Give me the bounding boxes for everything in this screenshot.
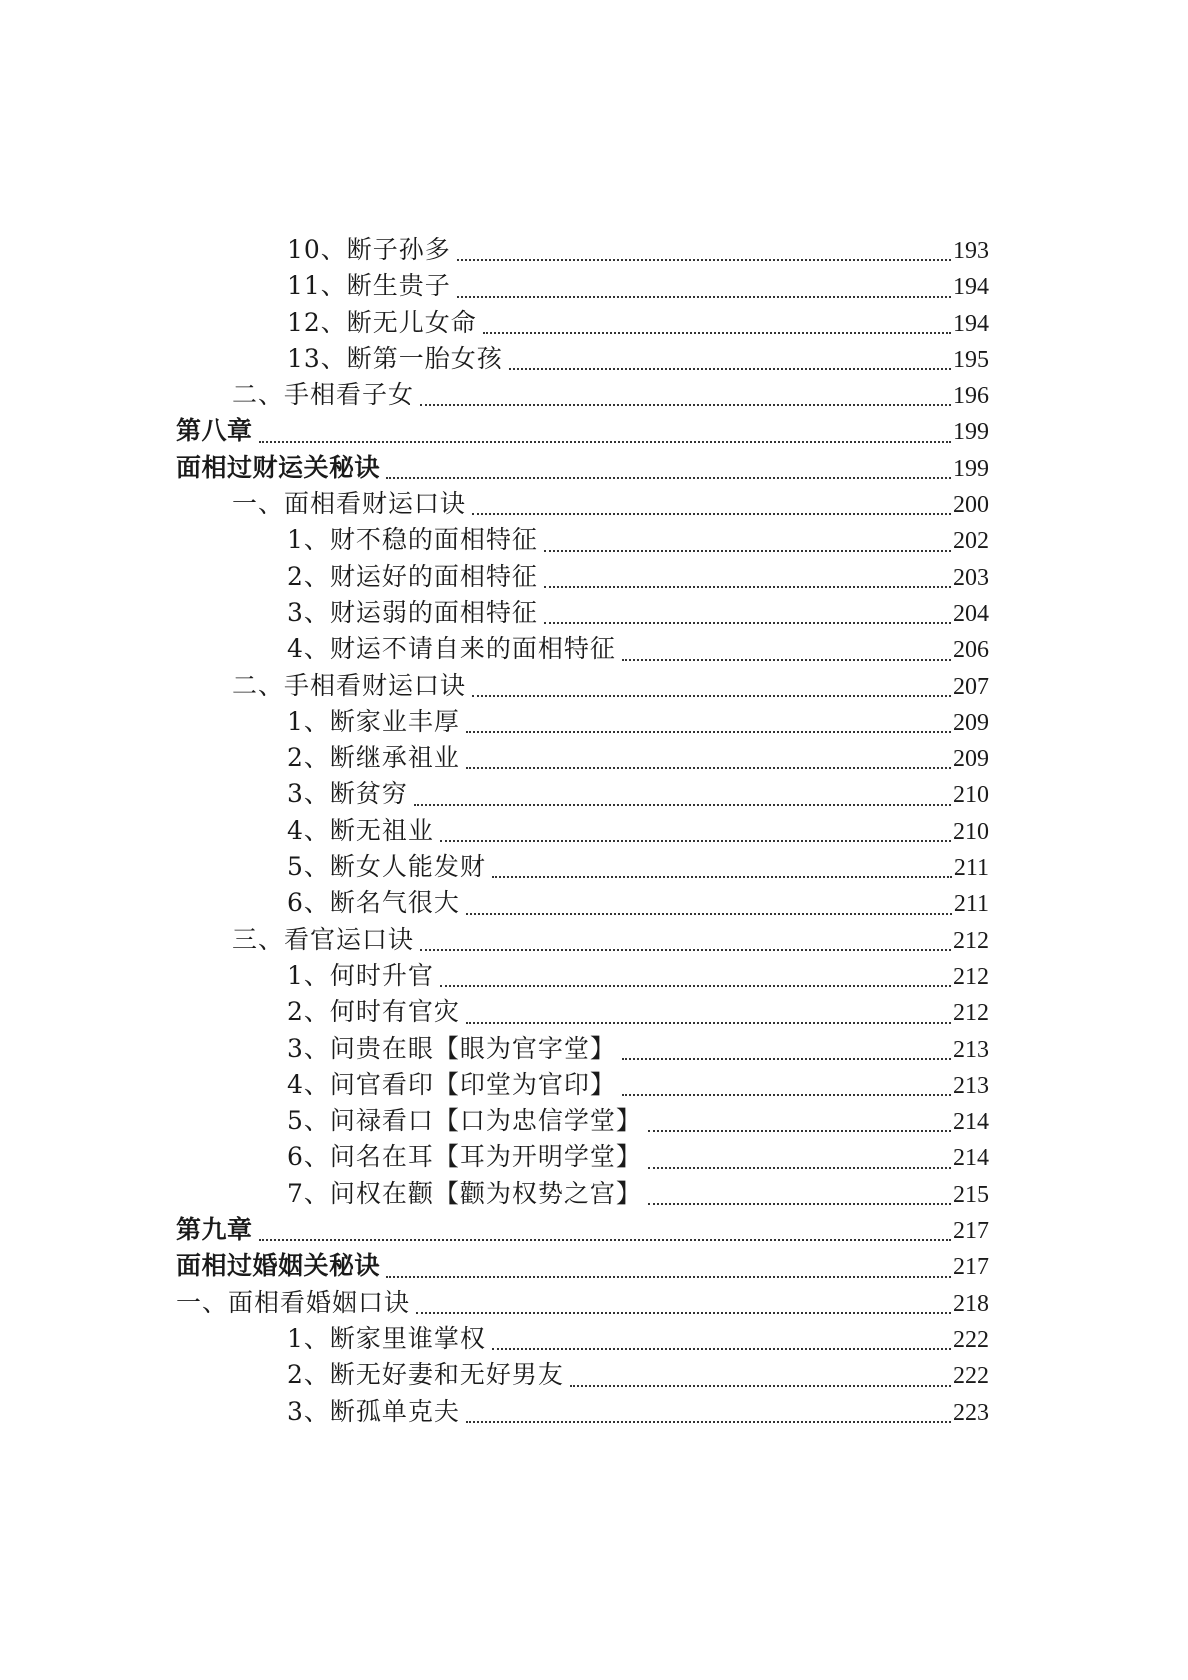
dot-leader: [483, 331, 951, 334]
toc-entry-page-number: 194: [953, 274, 989, 301]
toc-entry-page-number: 215: [953, 1181, 989, 1208]
dot-leader: [544, 585, 951, 588]
dot-leader: [492, 875, 952, 878]
toc-entry[interactable]: [0, 1248, 1188, 1284]
toc-entry[interactable]: [0, 776, 1188, 812]
toc-entry-line: [287, 958, 989, 994]
dot-leader: [648, 1166, 951, 1169]
toc-entry-title: 7、问权在颧【颧为权势之宫】: [287, 1178, 642, 1208]
toc-entry-title: 1、断家业丰厚: [287, 706, 460, 736]
toc-entry-title: 1、财不稳的面相特征: [287, 525, 538, 555]
toc-entry-title: 一、面相看财运口诀: [232, 489, 467, 519]
toc-entry-line: [287, 559, 989, 595]
toc-entry-page-number: 199: [953, 455, 989, 482]
toc-entry[interactable]: [0, 1321, 1188, 1357]
toc-entry-page-number: 207: [953, 673, 989, 700]
toc-entry[interactable]: [0, 559, 1188, 595]
toc-entry-title: 2、断继承祖业: [287, 743, 460, 773]
toc-entry-title: 5、问禄看口【口为忠信学堂】: [287, 1106, 642, 1136]
dot-leader: [492, 1347, 951, 1350]
toc-entry-title: 二、手相看子女: [232, 380, 415, 410]
dot-leader: [457, 295, 951, 298]
toc-entry-line: [287, 813, 989, 849]
toc-entry[interactable]: [0, 1357, 1188, 1393]
dot-leader: [440, 984, 951, 987]
toc-entry-line: [287, 305, 989, 341]
toc-entry-title: 1、断家里谁掌权: [287, 1323, 486, 1353]
toc-entry-title: 面相过财运关秘诀: [176, 452, 381, 482]
toc-entry[interactable]: [0, 704, 1188, 740]
toc-entry-title: 6、断名气很大: [287, 888, 460, 918]
toc-entry-page-number: 217: [953, 1218, 989, 1245]
toc-entry-line: [176, 413, 989, 449]
toc-entry[interactable]: [0, 740, 1188, 776]
toc-entry-page-number: 210: [953, 782, 989, 809]
toc-entry-page-number: 193: [953, 238, 989, 264]
toc-entry-page-number: 195: [953, 346, 989, 373]
toc-entry-line: [287, 522, 989, 558]
dot-leader: [420, 948, 951, 951]
toc-entry-title: 4、断无祖业: [287, 815, 434, 845]
toc-entry-line: [287, 1321, 989, 1357]
toc-entry[interactable]: [0, 849, 1188, 885]
toc-entry-title: 1、何时升官: [287, 960, 434, 990]
toc-entry-title: 13、断第一胎女孩: [287, 343, 503, 373]
toc-entry[interactable]: [0, 413, 1188, 449]
toc-entry[interactable]: [0, 595, 1188, 631]
toc-entry-page-number: 209: [953, 709, 989, 736]
toc-entry[interactable]: [0, 377, 1188, 413]
dot-leader: [420, 403, 951, 406]
toc-entry-line: [287, 776, 989, 812]
dot-leader: [509, 367, 951, 370]
dot-leader: [570, 1384, 951, 1387]
toc-entry-line: [176, 1212, 989, 1248]
toc-entry[interactable]: [0, 885, 1188, 921]
toc-entry-title: 4、问官看印【印堂为官印】: [287, 1069, 616, 1099]
toc-entry-title: 3、断孤单克夫: [287, 1396, 460, 1426]
dot-leader: [648, 1129, 951, 1132]
toc-entry-line: [287, 1103, 989, 1139]
dot-leader: [466, 1021, 951, 1024]
toc-entry-line: [287, 1394, 989, 1430]
toc-entry-line: [287, 232, 989, 268]
toc-entry-title: 3、断贫穷: [287, 779, 408, 809]
dot-leader: [648, 1202, 951, 1205]
toc-entry[interactable]: [0, 1394, 1188, 1430]
dot-leader: [259, 440, 951, 443]
toc-entry-line: [287, 1139, 989, 1175]
toc-entry-page-number: 203: [953, 564, 989, 591]
toc-entry[interactable]: [0, 450, 1188, 486]
toc-entry-title: 3、财运弱的面相特征: [287, 597, 538, 627]
toc-entry-line: [232, 377, 989, 413]
toc-entry[interactable]: [0, 232, 1188, 268]
dot-leader: [622, 658, 951, 661]
toc-entry-page-number: 202: [953, 528, 989, 555]
toc-entry-title: 3、问贵在眼【眼为官字堂】: [287, 1033, 616, 1063]
toc-entry-page-number: 210: [953, 818, 989, 845]
dot-leader: [416, 1311, 951, 1314]
toc-entry[interactable]: [0, 522, 1188, 558]
toc-entry-page-number: 199: [953, 419, 989, 446]
table-of-contents: [0, 232, 1188, 1430]
toc-entry-page-number: 204: [953, 600, 989, 627]
toc-entry-line: [287, 631, 989, 667]
toc-entry-line: [176, 1248, 989, 1284]
toc-entry-title: 三、看官运口诀: [232, 924, 415, 954]
toc-entry[interactable]: [0, 1285, 1188, 1321]
toc-entry[interactable]: [0, 813, 1188, 849]
toc-entry[interactable]: [0, 1176, 1188, 1212]
toc-entry-page-number: 194: [953, 310, 989, 337]
toc-entry-page-number: 196: [953, 383, 989, 410]
toc-entry-title: 4、财运不请自来的面相特征: [287, 634, 616, 664]
toc-entry-page-number: 212: [953, 1000, 989, 1027]
toc-entry-page-number: 222: [953, 1363, 989, 1390]
toc-entry-title: 2、断无好妻和无好男友: [287, 1360, 564, 1390]
dot-leader: [466, 730, 951, 733]
toc-entry[interactable]: [0, 958, 1188, 994]
toc-entry[interactable]: [0, 631, 1188, 667]
toc-entry-line: [287, 1357, 989, 1393]
toc-entry-page-number: 214: [953, 1145, 989, 1172]
dot-leader: [544, 621, 951, 624]
toc-entry[interactable]: [0, 1212, 1188, 1248]
toc-entry-title: 11、断生贵子: [287, 271, 451, 301]
toc-entry[interactable]: [0, 668, 1188, 704]
toc-entry-line: [176, 450, 989, 486]
dot-leader: [386, 476, 951, 479]
dot-leader: [466, 766, 951, 769]
toc-entry-page-number: 211: [953, 855, 989, 882]
toc-entry-line: [287, 1031, 989, 1067]
toc-entry[interactable]: [0, 994, 1188, 1030]
toc-entry-page-number: 217: [953, 1254, 989, 1281]
toc-entry-line: [287, 849, 989, 885]
dot-leader: [622, 1093, 951, 1096]
dot-leader: [457, 258, 951, 261]
toc-entry-page-number: 218: [953, 1290, 989, 1317]
dot-leader: [386, 1275, 951, 1278]
toc-entry-page-number: 211: [953, 891, 989, 918]
toc-entry-line: [287, 268, 989, 304]
toc-entry-line: [287, 341, 989, 377]
dot-leader: [440, 839, 951, 842]
toc-entry-title: 一、面相看婚姻口诀: [176, 1287, 411, 1317]
toc-entry-line: [232, 922, 989, 958]
toc-entry-page-number: 209: [953, 746, 989, 773]
dot-leader: [472, 694, 951, 697]
toc-entry[interactable]: [0, 341, 1188, 377]
dot-leader: [472, 512, 951, 515]
toc-entry-line: [176, 1285, 989, 1321]
toc-entry-page-number: 200: [953, 492, 989, 519]
toc-entry[interactable]: [0, 486, 1188, 522]
toc-entry[interactable]: [0, 1139, 1188, 1175]
toc-entry-title: 12、断无儿女命: [287, 307, 477, 337]
dot-leader: [622, 1057, 951, 1060]
toc-entry[interactable]: [0, 1103, 1188, 1139]
toc-entry-page-number: 213: [953, 1072, 989, 1099]
dot-leader: [259, 1238, 951, 1241]
toc-entry-line: [287, 595, 989, 631]
toc-entry-line: [287, 740, 989, 776]
toc-entry-title: 二、手相看财运口诀: [232, 670, 467, 700]
dot-leader: [466, 1420, 951, 1423]
toc-entry[interactable]: [0, 305, 1188, 341]
toc-entry-page-number: 213: [953, 1036, 989, 1063]
toc-entry-page-number: 214: [953, 1109, 989, 1136]
toc-entry-line: [287, 1067, 989, 1103]
toc-entry-title: 第八章: [176, 416, 253, 446]
toc-entry-title: 2、何时有官灾: [287, 997, 460, 1027]
toc-entry-line: [232, 668, 989, 704]
toc-entry-page-number: 212: [953, 927, 989, 954]
toc-entry-title: 10、断子孙多: [287, 235, 451, 264]
toc-entry-title: 2、财运好的面相特征: [287, 561, 538, 591]
toc-entry-line: [287, 1176, 989, 1212]
toc-entry-title: 6、问名在耳【耳为开明学堂】: [287, 1142, 642, 1172]
toc-entry-page-number: 223: [953, 1399, 989, 1426]
toc-entry-line: [287, 885, 989, 921]
dot-leader: [544, 549, 951, 552]
dot-leader: [414, 803, 951, 806]
toc-entry-line: [287, 994, 989, 1030]
toc-entry-title: 5、断女人能发财: [287, 852, 486, 882]
toc-entry-line: [232, 486, 989, 522]
toc-entry[interactable]: [0, 922, 1188, 958]
toc-entry[interactable]: [0, 268, 1188, 304]
toc-entry[interactable]: [0, 1031, 1188, 1067]
toc-entry-page-number: 222: [953, 1326, 989, 1353]
toc-entry[interactable]: [0, 1067, 1188, 1103]
toc-entry-page-number: 212: [953, 963, 989, 990]
toc-entry-title: 面相过婚姻关秘诀: [176, 1251, 381, 1281]
dot-leader: [466, 912, 952, 915]
toc-entry-line: [287, 704, 989, 740]
toc-entry-page-number: 206: [953, 637, 989, 664]
toc-entry-title: 第九章: [176, 1215, 253, 1245]
